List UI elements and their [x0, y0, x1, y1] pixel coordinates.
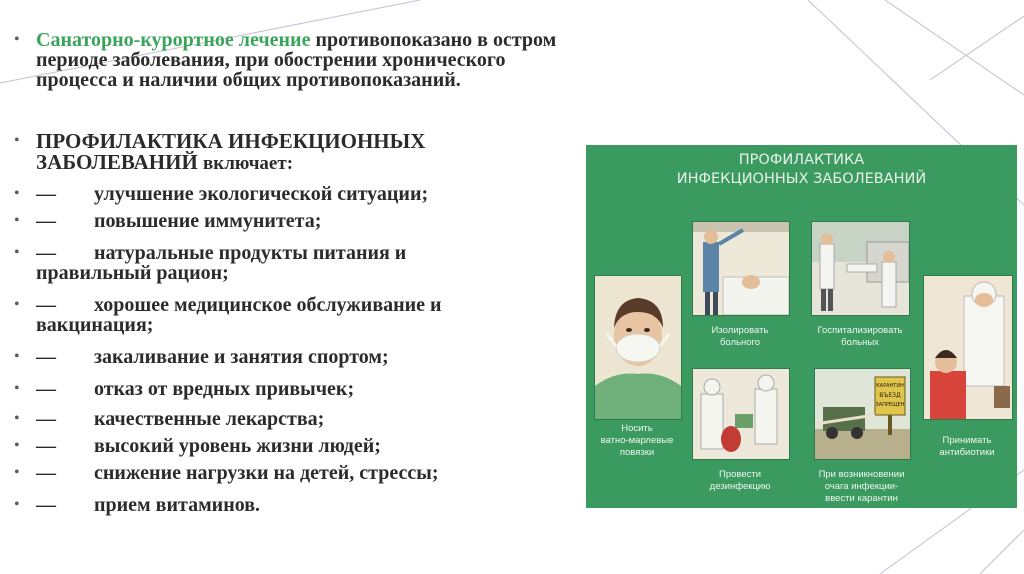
list-item-text: снижение нагрузки на детей, стрессы; — [94, 462, 439, 484]
list-dash: — — [36, 494, 56, 516]
list-item-text: отказ от вредных привычек; — [94, 378, 355, 400]
list-item — [14, 347, 579, 367]
heading-prevention — [14, 131, 579, 174]
paragraph-rest: противопоказано в остром периоде заболевания, при обострении хронического процесса и наличии общих противопоказаний. — [36, 29, 557, 91]
caption-disinfect: Провести дезинфекцию — [709, 469, 771, 492]
list-item-text: прием витаминов. — [94, 494, 261, 516]
bullet: • — [14, 464, 20, 481]
bullet: • — [14, 185, 20, 202]
illustration-quarantine — [814, 368, 911, 460]
illustration-hospital — [811, 221, 910, 316]
highlight-term: Санаторно-курортное лечение — [36, 29, 311, 51]
list-dash: — — [36, 435, 56, 457]
list-item-continuation: правильный рацион; — [36, 262, 229, 284]
list-item — [14, 184, 579, 204]
list-item — [14, 409, 579, 429]
list-item-text: улучшение экологической ситуации; — [94, 183, 429, 205]
list-dash: — — [36, 378, 56, 400]
list-item — [14, 243, 579, 283]
list-item — [14, 436, 579, 456]
list-dash: — — [36, 408, 56, 430]
illustration-mask — [594, 275, 682, 420]
svg-text:ЗАПРЕЩЕН: ЗАПРЕЩЕН — [875, 402, 905, 408]
bullet: • — [14, 410, 20, 427]
poster-title: ПРОФИЛАКТИКА ИНФЕКЦИОННЫХ ЗАБОЛЕВАНИЙ — [676, 152, 927, 187]
illustration-isolate — [692, 221, 790, 316]
list-item — [14, 295, 579, 335]
list-item — [14, 463, 579, 483]
bullet: • — [14, 212, 20, 229]
list-dash: — — [36, 242, 56, 264]
caption-quarantine: При возникновении очага инфекции- ввести карантин — [818, 469, 905, 504]
svg-text:КАРАНТИН: КАРАНТИН — [876, 383, 904, 389]
list-dash: — — [36, 462, 56, 484]
slide-text — [14, 30, 579, 515]
list-item-text: повышение иммунитета; — [94, 210, 322, 232]
list-item-text: высокий уровень жизни людей; — [94, 435, 381, 457]
caption-isolate: Изолировать больного — [711, 325, 769, 348]
list-dash: — — [36, 210, 56, 232]
list-item — [14, 379, 579, 399]
svg-text:ВЪЕЗД: ВЪЕЗД — [879, 392, 901, 399]
bullet: • — [14, 296, 20, 313]
illustration-disinfect — [692, 368, 790, 460]
bullet: • — [14, 437, 20, 454]
paragraph-contraindications — [14, 30, 579, 90]
list-item-text: натуральные продукты питания и — [94, 242, 407, 264]
bullet: • — [14, 496, 20, 513]
prevention-poster — [586, 145, 1017, 508]
list-item — [14, 495, 579, 515]
list-item-text: качественные лекарства; — [94, 408, 325, 430]
bullet: • — [14, 31, 20, 48]
list-item — [14, 211, 579, 231]
heading-upper: ПРОФИЛАКТИКА ИНФЕКЦИОННЫХ ЗАБОЛЕВАНИЙ — [36, 129, 426, 174]
illustration-antibiotics — [923, 275, 1013, 420]
caption-antibiotics: Принимать антибиотики — [939, 435, 995, 458]
list-dash: — — [36, 346, 56, 368]
bullet: • — [14, 380, 20, 397]
prevention-list — [14, 184, 579, 515]
caption-hospital: Госпитализировать больных — [817, 325, 903, 348]
list-item-text: хорошее медицинское обслуживание и — [94, 294, 442, 316]
caption-mask: Носить ватно-марлевые повязки — [600, 423, 674, 458]
heading-rest: включает: — [203, 153, 294, 174]
list-item-continuation: вакцинация; — [36, 314, 154, 336]
bullet: • — [14, 132, 20, 149]
list-dash: — — [36, 183, 56, 205]
bullet: • — [14, 348, 20, 365]
list-dash: — — [36, 294, 56, 316]
list-item-text: закаливание и занятия спортом; — [94, 346, 389, 368]
bullet: • — [14, 244, 20, 261]
